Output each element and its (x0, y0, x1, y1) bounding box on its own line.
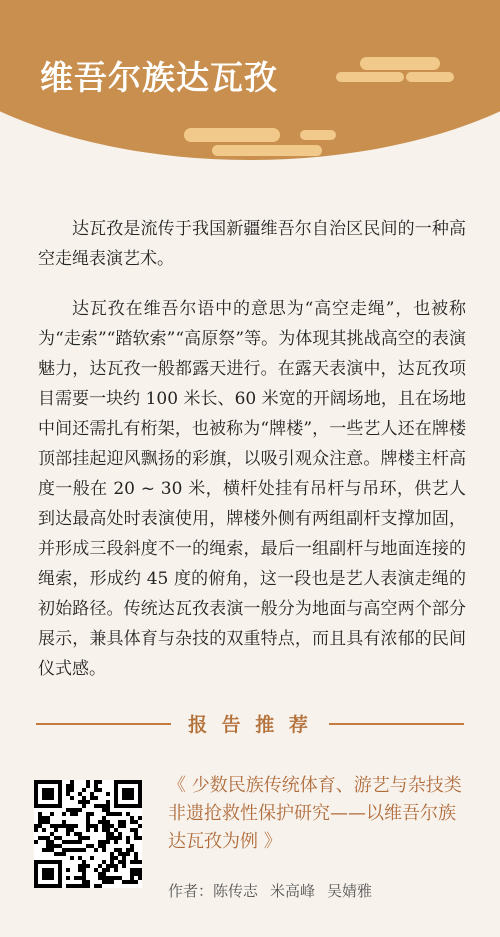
cloud-ornament (360, 57, 440, 70)
recommended-report-title[interactable]: 《 少数民族传统体育、游艺与杂技类非遗抢救性保护研究——以维吾尔族达瓦孜为例 》 (168, 775, 462, 852)
cloud-ornament (336, 72, 404, 82)
report-heading: 报 告 推 荐 (188, 714, 312, 736)
header-banner (0, 0, 500, 170)
divider-line (329, 723, 464, 725)
author-line (168, 880, 372, 901)
report-section-header (36, 710, 464, 738)
qr-code-icon[interactable] (34, 780, 142, 888)
paragraph: 达瓦孜是流传于我国新疆维吾尔自治区民间的一种高空走绳表演艺术。 (38, 219, 466, 269)
cloud-ornament (300, 130, 336, 140)
cloud-ornament (406, 72, 454, 82)
paragraph: 达瓦孜在维吾尔语中的意思为“高空走绳”，也被称为“走索”“踏软索”“高原祭”等。为体现其挑战高空的表演魅力，达瓦孜一般都露天进行。在露天表演中，达瓦孜项目需要一块约 100 米长、60 米宽的开阔场地，且在场地中间还需扎有桁架，也被称为“牌楼”，一些艺人还在牌楼顶部挂起迎风飘扬的彩旗，以吸引观众注意。牌楼主杆高度一般在 20 ~ 30 米，横杆处挂有吊杆与吊环，供艺人到达最高处时表演使用，牌楼外侧有两组副杆支撑加固，并形成三段斜度不一的绳索，最后一组副杆与地面连接的绳索，形成约 45 度的俯角，这一段也是艺人表演走绳的初始路径。传统达瓦孜表演一般分为地面与高空两个部分展示，兼具体育与杂技的双重特点，而且具有浓郁的民间仪式感。 (38, 299, 466, 679)
cloud-ornament (184, 128, 280, 142)
author-label: 作者： (168, 882, 214, 900)
author-name: 吴婧雅 (327, 882, 373, 900)
page-title: 维吾尔族达瓦孜 (40, 58, 278, 97)
author-name: 米高峰 (270, 882, 316, 900)
divider-line (36, 723, 171, 725)
article-body (38, 214, 466, 704)
cloud-ornament (212, 145, 322, 156)
author-name: 陈传志 (213, 882, 259, 900)
